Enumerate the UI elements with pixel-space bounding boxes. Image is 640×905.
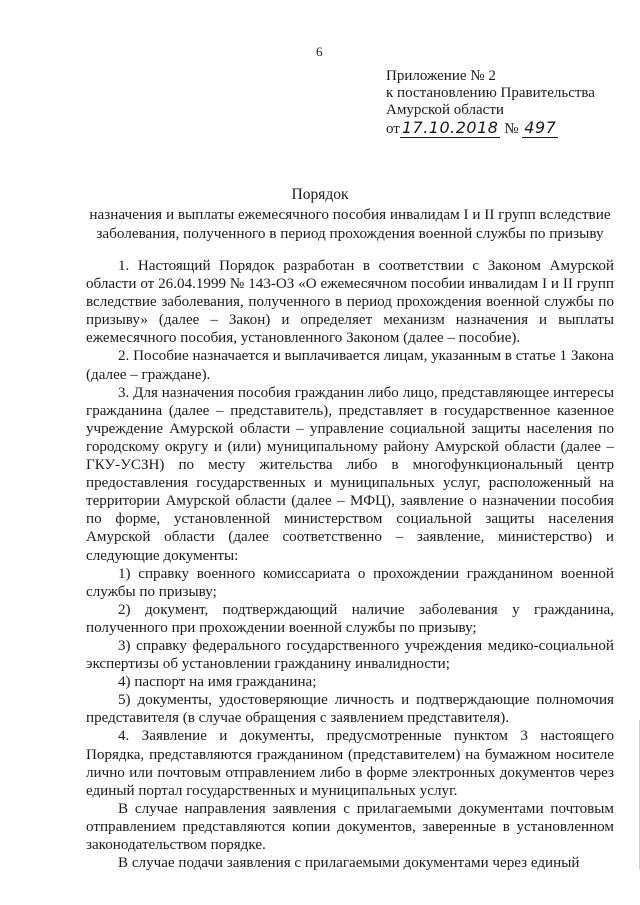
appendix-title: Приложение № 2 <box>386 68 496 84</box>
appendix-date-line <box>386 119 595 138</box>
paragraph: 4. Заявление и документы, предусмотренные пунктом 3 настоящего Порядка, представляются гражданином (представителем) на бумажном носителе лично или почтовым отправлением либо в форме электронных документов через единый портал государственных и муниципальных услуг. <box>86 728 614 799</box>
number-value: 497 <box>524 118 557 137</box>
paragraph: 1. Настоящий Порядок разработан в соответствии с Законом Амурской области от 26.04.1999 № 143-ОЗ «О ежемесячном пособии инвалидам I и II групп вследствие заболевания, полученного в период прохождения военной службы по призыву» (далее – Закон) и определяет механизм назначения и выплаты ежемесячного пособия, установленного Законом (далее – пособие). <box>86 258 614 347</box>
paragraph: 2. Пособие назначается и выплачивается лицам, указанным в статье 1 Закона (далее – граждане). <box>86 348 614 383</box>
document-subtitle: назначения и выплаты ежемесячного пособия инвалидам I и II групп вследствие заболевания, полученного в период прохождения военной службы по призыву <box>89 206 611 242</box>
list-item: 4) паспорт на имя гражданина; <box>118 674 317 691</box>
appendix-resolution: к постановлению Правительства <box>386 85 595 101</box>
number-prefix: № <box>504 121 519 137</box>
paragraph: В случае подачи заявления с прилагаемыми документами через единый <box>118 855 580 872</box>
paragraph: В случае направления заявления с прилагаемыми документами почтовым отправлением представляются копии документов, заверенные в установленном законодательством порядке. <box>86 800 614 853</box>
document-body <box>86 257 614 872</box>
page-number: 6 <box>316 44 323 59</box>
appendix-block <box>386 68 595 138</box>
date-value: 17.10.2018 <box>401 118 499 137</box>
date-prefix: от <box>386 121 400 137</box>
appendix-region: Амурской области <box>386 102 504 118</box>
list-item: 2) документ, подтверждающий наличие заболевания у гражданина, полученного при прохождении военной службы по призыву; <box>86 601 614 636</box>
list-item: 3) справку федерального государственного учреждения медико-социальной экспертизы об установлении гражданину инвалидности; <box>86 637 614 673</box>
list-item: 1) справку военного комиссариата о прохождении гражданином военной службы по призыву; <box>86 565 614 600</box>
list-item: 5) документы, удостоверяющие личность и подтверждающие полномочия представителя (в случае обращения с заявлением представителя). <box>86 692 614 727</box>
paragraph: 3. Для назначения пособия гражданин либо лицо, представляющее интересы гражданина (далее – представитель), представляет в государственное казенное учреждение Амурской области – управление социальной защиты населения по городскому округу и (или) муниципальному району Амурской области (далее – ГКУ-УСЗН) по месту жительства либо в многофункциональный центр предоставления государственных и муниципальных услуг, расположенный на территории Амурской области (далее – МФЦ), заявление о назначении пособия по форме, установленной министерством социальной защиты населения Амурской области (далее соответственно – заявление, министерство) и следующие документы: <box>86 384 614 564</box>
document-title: Порядок <box>291 186 349 203</box>
